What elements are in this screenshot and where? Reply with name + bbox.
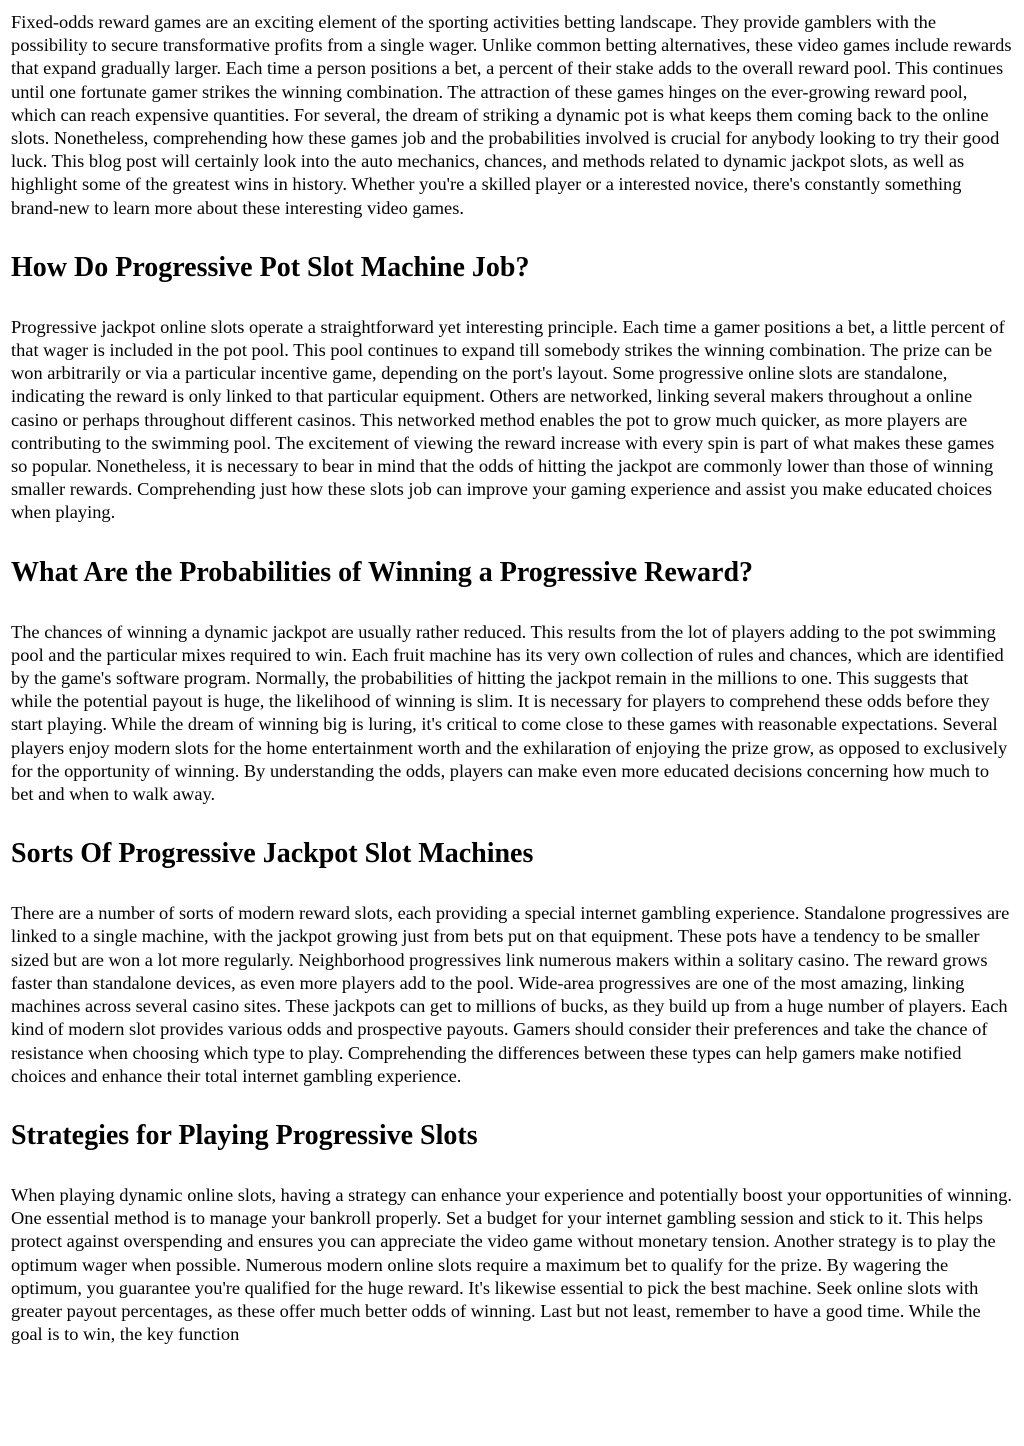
intro-paragraph: Fixed-odds reward games are an exciting element of the sporting activities betting landscape. They provide gamblers with the possibility to secure transformative profits from a single wager. Unlike common betting alternatives, these video games include rewards that expand gradually larger. Each time a person positions a bet, a percent of their stake adds to the overall reward pool. This continues until one fortunate gamer strikes the winning combination. The attraction of these games hinges on the ever-growing reward pool, which can reach expensive quantities. For several, the dream of striking a dynamic pot is what keeps them coming back to the online slots. Nonetheless, comprehending how these games job and the probabilities involved is crucial for anybody looking to try their good luck. This blog post will certainly look into the auto mechanics, chances, and methods related to dynamic jackpot slots, as well as highlight some of the greatest wins in history. Whether you're a skilled player or a interested novice, there's constantly something brand-new to learn more about these interesting video games. [11,12,1012,218]
section-paragraph-strategies: When playing dynamic online slots, having a strategy can enhance your experience and potentially boost your opportunities of winning. One essential method is to manage your bankroll properly. Set a budget for your internet gambling session and stick to it. This helps protect against overspending and ensures you can appreciate the video game without monetary tension. Another strategy is to play the optimum wager when possible. Numerous modern online slots require a maximum bet to qualify for the prize. By wagering the optimum, you guarantee you're qualified for the huge reward. It's likewise essential to pick the best machine. Seek online slots with greater payout percentages, as these offer much better odds of winning. Last but not least, remember to have a good time. While the goal is to win, the key function [11,1184,1013,1345]
section-paragraph-types: There are a number of sorts of modern reward slots, each providing a special internet gambling experience. Standalone progressives are linked to a single machine, with the jackpot growing just from bets put on that equipment. These pots have a tendency to be smaller sized but are won a lot more regularly. Neighborhood progressives link numerous makers within a solitary casino. The reward grows faster than standalone devices, as even more players add to the pool. Wide-area progressives are one of the most amazing, linking machines across several casino sites. These jackpots can get to millions of bucks, as they build up from a huge number of players. Each kind of modern slot provides various odds and prospective payouts. Gamers should consider their preferences and take the chance of resistance when choosing which type to play. Comprehending the differences between these types can help gamers make notified choices and enhance their total internet gambling experience. [11,903,1010,1086]
section-heading-types: Sorts Of Progressive Jackpot Slot Machines [11,838,534,870]
section-heading-probabilities: What Are the Probabilities of Winning a Progressive Reward? [11,556,754,588]
section-paragraph-probabilities: The chances of winning a dynamic jackpot are usually rather reduced. This results from the lot of players adding to the pot swimming pool and the particular mixes required to win. Each fruit machine has its very own collection of rules and chances, which are identified by the game's software program. Normally, the probabilities of hitting the jackpot remain in the millions to one. This suggests that while the potential payout is huge, the likelihood of winning is slim. It is necessary for players to comprehend these odds before they start playing. While the dream of winning big is luring, it's critical to come close to these games with reasonable expectations. Several players enjoy modern slots for the home entertainment worth and the exhilaration of enjoying the prize grow, as opposed to exclusively for the opportunity of winning. By understanding the odds, players can make even more educated decisions concerning how much to bet and when to walk away. [11,621,1008,805]
section-heading-strategies: Strategies for Playing Progressive Slots [11,1119,478,1151]
section-heading-how-it-works: How Do Progressive Pot Slot Machine Job? [11,251,530,283]
section-paragraph-how-it-works: Progressive jackpot online slots operate a straightforward yet interesting principle. Each time a gamer positions a bet, a little percent of that wager is included in the pot pool. This pool continues to expand till somebody strikes the winning combination. The prize can be won arbitrarily or via a particular incentive game, depending on the port's layout. Some progressive online slots are standalone, indicating the reward is only linked to that particular equipment. Others are networked, linking several makers throughout a online casino or perhaps throughout different casinos. This networked method enables the pot to grow much quicker, as more players are contributing to the swimming pool. The excitement of viewing the reward increase with every spin is part of what makes these games so popular. Nonetheless, it is necessary to bear in mind that the odds of hitting the jackpot are commonly lower than those of winning smaller rewards. Comprehending just how these slots job can improve your gaming experience and assist you make educated choices when playing. [11,316,1005,523]
